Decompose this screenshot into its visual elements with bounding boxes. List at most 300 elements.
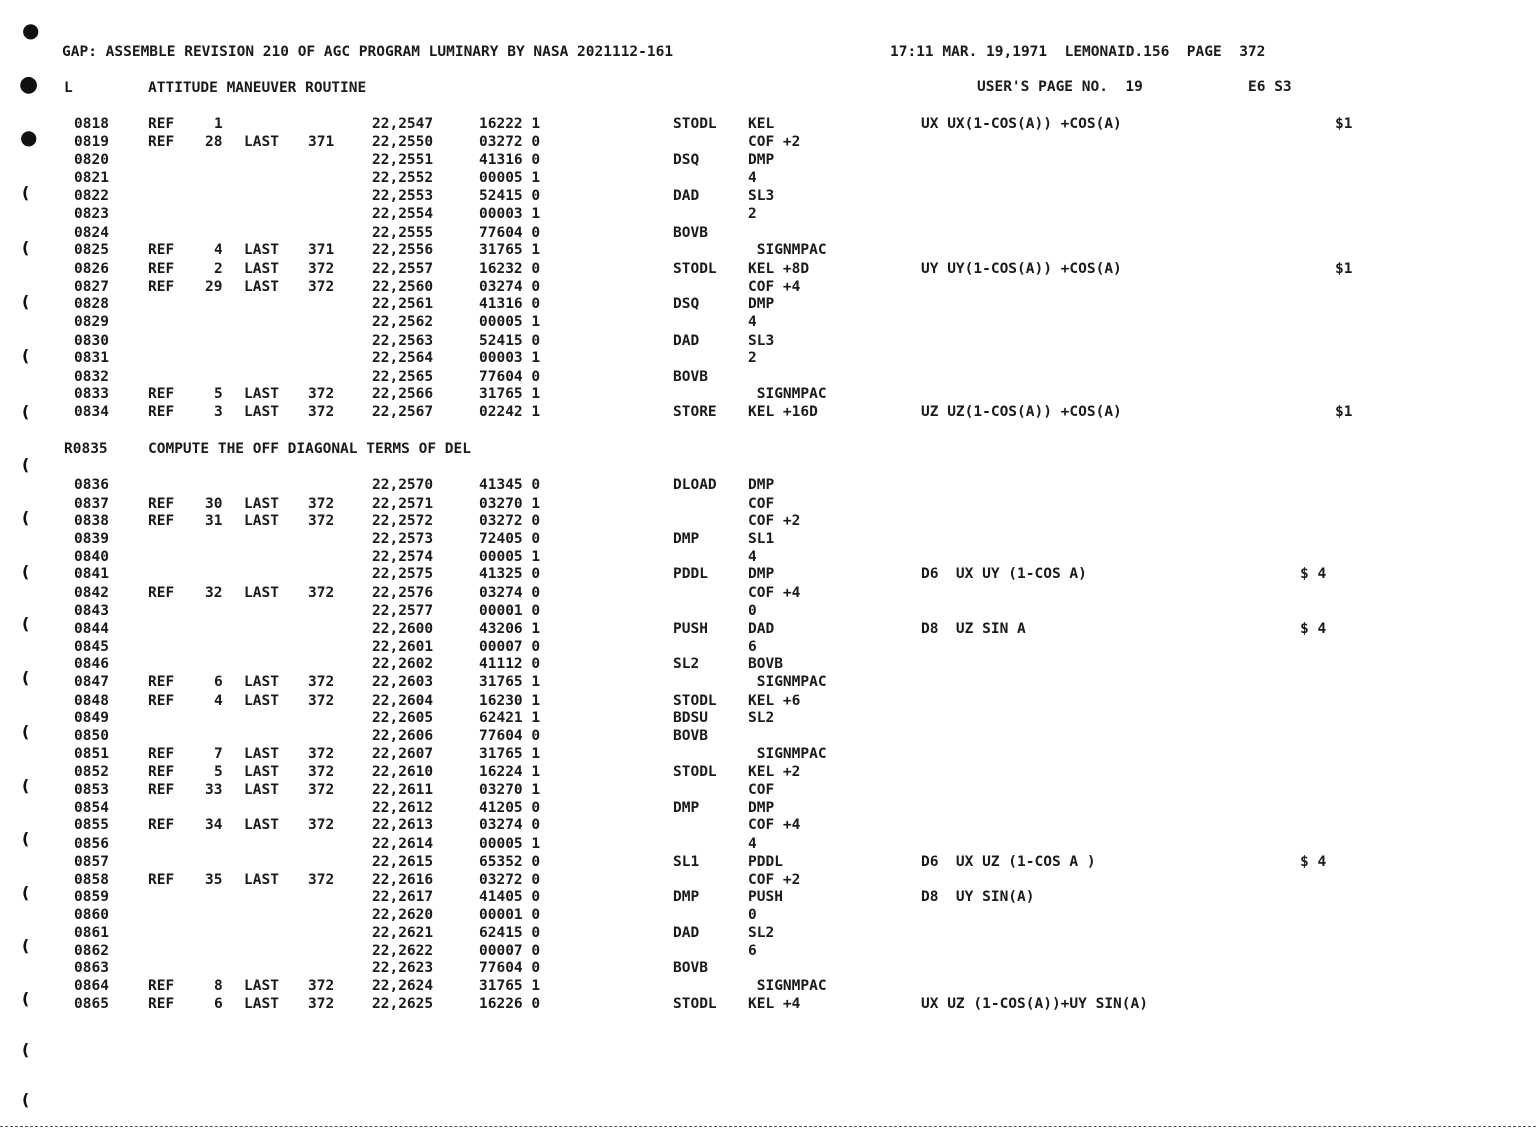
ref-keyword: REF (148, 764, 175, 780)
margin-bracket-mark: ( (22, 183, 30, 202)
address: 22,2554 (372, 206, 434, 222)
octal-word: 03272 0 (479, 513, 541, 529)
line-number: 0832 (74, 369, 109, 385)
last-keyword: LAST (244, 404, 279, 420)
operand: DAD (748, 621, 775, 637)
line-number: 0822 (74, 188, 109, 204)
operand: COF +4 (748, 279, 801, 295)
octal-word: 77604 0 (479, 369, 541, 385)
ref-keyword: REF (148, 978, 175, 994)
last-keyword: LAST (244, 134, 279, 150)
operand: SL3 (748, 188, 775, 204)
line-number: 0844 (74, 621, 109, 637)
line-number: 0859 (74, 889, 109, 905)
operand: 4 (748, 314, 757, 330)
ref-keyword: REF (148, 404, 175, 420)
header-stamp: 17:11 MAR. 19,1971 LEMONAID.156 PAGE 372 (890, 44, 1266, 60)
line-number: 0819 (74, 134, 109, 150)
octal-word: 03272 0 (479, 134, 541, 150)
line-number: 0836 (74, 477, 109, 493)
octal-word: 00007 0 (479, 943, 541, 959)
opcode: SL2 (673, 656, 700, 672)
opcode: DMP (673, 531, 700, 547)
operand: SIGNMPAC (748, 386, 827, 402)
line-number: 0860 (74, 907, 109, 923)
operand: DMP (748, 477, 775, 493)
last-keyword: LAST (244, 764, 279, 780)
last-page: 372 (308, 817, 335, 833)
opcode: DMP (673, 889, 700, 905)
address: 22,2553 (372, 188, 434, 204)
address: 22,2567 (372, 404, 434, 420)
operand: DMP (748, 152, 775, 168)
last-keyword: LAST (244, 693, 279, 709)
line-number: 0850 (74, 728, 109, 744)
operand: 2 (748, 206, 757, 222)
octal-word: 03270 1 (479, 782, 541, 798)
address: 22,2565 (372, 369, 434, 385)
operand: BOVB (748, 656, 783, 672)
address: 22,2612 (372, 800, 434, 816)
octal-word: 16226 0 (479, 996, 541, 1012)
octal-word: 77604 0 (479, 728, 541, 744)
ref-keyword: REF (148, 693, 175, 709)
address: 22,2564 (372, 350, 434, 366)
flag: $ 4 (1300, 566, 1327, 582)
octal-word: 00003 1 (479, 350, 541, 366)
octal-word: 65352 0 (479, 854, 541, 870)
line-number: 0846 (74, 656, 109, 672)
line-number: 0853 (74, 782, 109, 798)
last-keyword: LAST (244, 386, 279, 402)
last-keyword: LAST (244, 817, 279, 833)
operand: KEL +2 (748, 764, 801, 780)
line-number: 0842 (74, 585, 109, 601)
last-keyword: LAST (244, 674, 279, 690)
address: 22,2622 (372, 943, 434, 959)
octal-word: 41112 0 (479, 656, 541, 672)
address: 22,2577 (372, 603, 434, 619)
operand: SL3 (748, 333, 775, 349)
operand: SIGNMPAC (748, 978, 827, 994)
line-number: 0837 (74, 496, 109, 512)
octal-word: 43206 1 (479, 621, 541, 637)
octal-word: 52415 0 (479, 188, 541, 204)
ref-number: 30 (205, 496, 223, 512)
octal-word: 16222 1 (479, 116, 541, 132)
operand: DMP (748, 566, 775, 582)
octal-word: 77604 0 (479, 960, 541, 976)
opcode: STODL (673, 693, 717, 709)
address: 22,2620 (372, 907, 434, 923)
line-number: 0861 (74, 925, 109, 941)
comment: D6 UX UZ (1-COS A ) (921, 854, 1096, 870)
margin-bracket-mark: ( (22, 722, 30, 741)
operand: KEL +4 (748, 996, 801, 1012)
opcode: STODL (673, 996, 717, 1012)
operand: COF +2 (748, 134, 801, 150)
comment: D8 UZ SIN A (921, 621, 1026, 637)
address: 22,2625 (372, 996, 434, 1012)
last-keyword: LAST (244, 746, 279, 762)
address: 22,2571 (372, 496, 434, 512)
octal-word: 03270 1 (479, 496, 541, 512)
octal-word: 41325 0 (479, 566, 541, 582)
address: 22,2566 (372, 386, 434, 402)
ref-number: 1 (214, 116, 223, 132)
address: 22,2552 (372, 170, 434, 186)
octal-word: 00001 0 (479, 603, 541, 619)
ref-keyword: REF (148, 746, 175, 762)
octal-word: 72405 0 (479, 531, 541, 547)
line-number: 0856 (74, 836, 109, 852)
punch-hole-mark: ● (20, 125, 38, 149)
flag: $ 4 (1300, 854, 1327, 870)
octal-word: 00007 0 (479, 639, 541, 655)
comment: UZ UZ(1-COS(A)) +COS(A) (921, 404, 1122, 420)
last-keyword: LAST (244, 496, 279, 512)
header-title: GAP: ASSEMBLE REVISION 210 OF AGC PROGRAM LUMINARY BY NASA 2021112-161 (62, 44, 674, 60)
line-number: 0852 (74, 764, 109, 780)
address: 22,2550 (372, 134, 434, 150)
user-page-number: USER'S PAGE NO. 19 (977, 79, 1143, 95)
address: 22,2603 (372, 674, 434, 690)
address: 22,2557 (372, 261, 434, 277)
last-keyword: LAST (244, 978, 279, 994)
operand: SIGNMPAC (748, 674, 827, 690)
octal-word: 52415 0 (479, 333, 541, 349)
opcode: DAD (673, 925, 700, 941)
address: 22,2562 (372, 314, 434, 330)
comment: UX UZ (1-COS(A))+UY SIN(A) (921, 996, 1148, 1012)
operand: KEL (748, 116, 775, 132)
octal-word: 00003 1 (479, 206, 541, 222)
ref-keyword: REF (148, 674, 175, 690)
operand: COF +4 (748, 585, 801, 601)
address: 22,2605 (372, 710, 434, 726)
operand: KEL +16D (748, 404, 818, 420)
operand: PDDL (748, 854, 783, 870)
operand: 0 (748, 907, 757, 923)
line-number: 0854 (74, 800, 109, 816)
comment: D8 UY SIN(A) (921, 889, 1035, 905)
address: 22,2574 (372, 549, 434, 565)
address: 22,2576 (372, 585, 434, 601)
address: 22,2600 (372, 621, 434, 637)
line-number: 0858 (74, 872, 109, 888)
octal-word: 00001 0 (479, 907, 541, 923)
address: 22,2601 (372, 639, 434, 655)
operand: 6 (748, 943, 757, 959)
last-keyword: LAST (244, 585, 279, 601)
margin-bracket-mark: ( (22, 668, 30, 687)
octal-word: 41316 0 (479, 152, 541, 168)
line-number: 0828 (74, 296, 109, 312)
operand: 4 (748, 170, 757, 186)
last-page: 372 (308, 782, 335, 798)
last-keyword: LAST (244, 996, 279, 1012)
margin-bracket-mark: ( (22, 883, 30, 902)
ref-keyword: REF (148, 996, 175, 1012)
line-number: 0847 (74, 674, 109, 690)
opcode: DSQ (673, 296, 700, 312)
ref-number: 29 (205, 279, 223, 295)
opcode: DLOAD (673, 477, 717, 493)
comment: UY UY(1-COS(A)) +COS(A) (921, 261, 1122, 277)
operand: COF +4 (748, 817, 801, 833)
operand: COF (748, 496, 775, 512)
operand: PUSH (748, 889, 783, 905)
opcode: PDDL (673, 566, 708, 582)
punch-hole-mark: ● (22, 18, 40, 42)
line-number: 0826 (74, 261, 109, 277)
octal-word: 00005 1 (479, 170, 541, 186)
opcode: STODL (673, 764, 717, 780)
flag: $ 4 (1300, 621, 1327, 637)
line-number: 0827 (74, 279, 109, 295)
remark-text: COMPUTE THE OFF DIAGONAL TERMS OF DEL (148, 441, 472, 457)
opcode: BOVB (673, 960, 708, 976)
opcode: DMP (673, 800, 700, 816)
line-number: 0848 (74, 693, 109, 709)
last-page: 372 (308, 261, 335, 277)
ref-number: 32 (205, 585, 223, 601)
last-keyword: LAST (244, 261, 279, 277)
last-page: 372 (308, 404, 335, 420)
ref-number: 35 (205, 872, 223, 888)
last-page: 372 (308, 496, 335, 512)
operand: SL2 (748, 710, 775, 726)
octal-word: 16230 1 (479, 693, 541, 709)
operand: DMP (748, 296, 775, 312)
address: 22,2623 (372, 960, 434, 976)
line-number: 0818 (74, 116, 109, 132)
margin-bracket-mark: ( (22, 776, 30, 795)
address: 22,2611 (372, 782, 434, 798)
octal-word: 62421 1 (479, 710, 541, 726)
last-page: 372 (308, 746, 335, 762)
margin-bracket-mark: ( (22, 989, 30, 1008)
comment: UX UX(1-COS(A)) +COS(A) (921, 116, 1122, 132)
last-page: 371 (308, 134, 335, 150)
margin-bracket-mark: ( (22, 292, 30, 311)
ref-keyword: REF (148, 872, 175, 888)
operand: SL1 (748, 531, 775, 547)
last-keyword: LAST (244, 872, 279, 888)
opcode: DAD (673, 188, 700, 204)
section-title: ATTITUDE MANEUVER ROUTINE (148, 80, 367, 96)
line-number: 0830 (74, 333, 109, 349)
address: 22,2615 (372, 854, 434, 870)
address: 22,2602 (372, 656, 434, 672)
last-page: 372 (308, 674, 335, 690)
line-number: 0829 (74, 314, 109, 330)
address: 22,2607 (372, 746, 434, 762)
line-number: 0862 (74, 943, 109, 959)
operand: COF +2 (748, 513, 801, 529)
ref-keyword: REF (148, 261, 175, 277)
ref-number: 2 (214, 261, 223, 277)
address: 22,2572 (372, 513, 434, 529)
address: 22,2561 (372, 296, 434, 312)
line-number: 0821 (74, 170, 109, 186)
ref-keyword: REF (148, 817, 175, 833)
octal-word: 77604 0 (479, 225, 541, 241)
ref-number: 3 (214, 404, 223, 420)
last-keyword: LAST (244, 782, 279, 798)
address: 22,2616 (372, 872, 434, 888)
ref-keyword: REF (148, 242, 175, 258)
last-page: 372 (308, 513, 335, 529)
octal-word: 03274 0 (479, 279, 541, 295)
last-page: 372 (308, 585, 335, 601)
line-number: 0841 (74, 566, 109, 582)
operand: 2 (748, 350, 757, 366)
line-number: 0839 (74, 531, 109, 547)
last-keyword: LAST (244, 279, 279, 295)
octal-word: 31765 1 (479, 746, 541, 762)
octal-word: 00005 1 (479, 549, 541, 565)
line-number: 0855 (74, 817, 109, 833)
operand: 0 (748, 603, 757, 619)
octal-word: 00005 1 (479, 836, 541, 852)
ref-keyword: REF (148, 496, 175, 512)
address: 22,2624 (372, 978, 434, 994)
opcode: BOVB (673, 728, 708, 744)
line-number: 0849 (74, 710, 109, 726)
last-page: 372 (308, 764, 335, 780)
page-code: E6 S3 (1248, 79, 1292, 95)
address: 22,2570 (372, 477, 434, 493)
octal-word: 00005 1 (479, 314, 541, 330)
ref-number: 5 (214, 764, 223, 780)
flag: $1 (1335, 404, 1353, 420)
margin-bracket-mark: ( (22, 508, 30, 527)
opcode: STODL (673, 261, 717, 277)
operand: DMP (748, 800, 775, 816)
operand: SL2 (748, 925, 775, 941)
address: 22,2617 (372, 889, 434, 905)
comment: D6 UX UY (1-COS A) (921, 566, 1087, 582)
ref-keyword: REF (148, 134, 175, 150)
ref-number: 7 (214, 746, 223, 762)
address: 22,2613 (372, 817, 434, 833)
operand: 6 (748, 639, 757, 655)
line-number: 0834 (74, 404, 109, 420)
ref-number: 31 (205, 513, 223, 529)
ref-keyword: REF (148, 116, 175, 132)
line-number: 0820 (74, 152, 109, 168)
address: 22,2606 (372, 728, 434, 744)
line-number: 0863 (74, 960, 109, 976)
section-tag: L (64, 80, 73, 96)
ref-keyword: REF (148, 585, 175, 601)
address: 22,2560 (372, 279, 434, 295)
line-number: 0823 (74, 206, 109, 222)
margin-bracket-mark: ( (22, 346, 30, 365)
octal-word: 16232 0 (479, 261, 541, 277)
operand: KEL +8D (748, 261, 810, 277)
octal-word: 03274 0 (479, 817, 541, 833)
line-number: 0845 (74, 639, 109, 655)
line-number: 0851 (74, 746, 109, 762)
opcode: DAD (673, 333, 700, 349)
last-page: 372 (308, 386, 335, 402)
octal-word: 31765 1 (479, 978, 541, 994)
margin-bracket-mark: ( (22, 1090, 30, 1109)
octal-word: 16224 1 (479, 764, 541, 780)
last-page: 372 (308, 279, 335, 295)
address: 22,2614 (372, 836, 434, 852)
opcode: SL1 (673, 854, 700, 870)
octal-word: 41205 0 (479, 800, 541, 816)
line-number: 0831 (74, 350, 109, 366)
octal-word: 41316 0 (479, 296, 541, 312)
opcode: BDSU (673, 710, 708, 726)
octal-word: 62415 0 (479, 925, 541, 941)
address: 22,2547 (372, 116, 434, 132)
operand: COF +2 (748, 872, 801, 888)
ref-keyword: REF (148, 386, 175, 402)
opcode: BOVB (673, 369, 708, 385)
ref-keyword: REF (148, 513, 175, 529)
octal-word: 41405 0 (479, 889, 541, 905)
line-number: 0824 (74, 225, 109, 241)
operand: SIGNMPAC (748, 746, 827, 762)
margin-bracket-mark: ( (22, 402, 30, 421)
octal-word: 31765 1 (479, 242, 541, 258)
flag: $1 (1335, 116, 1353, 132)
margin-bracket-mark: ( (22, 829, 30, 848)
address: 22,2604 (372, 693, 434, 709)
margin-bracket-mark: ( (22, 455, 30, 474)
last-page: 372 (308, 996, 335, 1012)
address: 22,2573 (372, 531, 434, 547)
operand: COF (748, 782, 775, 798)
address: 22,2575 (372, 566, 434, 582)
line-number: 0838 (74, 513, 109, 529)
line-number: 0840 (74, 549, 109, 565)
ref-number: 5 (214, 386, 223, 402)
ref-keyword: REF (148, 782, 175, 798)
page-bottom-edge (0, 1126, 1536, 1127)
operand: 4 (748, 549, 757, 565)
address: 22,2563 (372, 333, 434, 349)
address: 22,2610 (372, 764, 434, 780)
address: 22,2555 (372, 225, 434, 241)
address: 22,2556 (372, 242, 434, 258)
octal-word: 03274 0 (479, 585, 541, 601)
margin-bracket-mark: ( (22, 562, 30, 581)
line-number: 0833 (74, 386, 109, 402)
margin-bracket-mark: ( (22, 238, 30, 257)
line-number: 0843 (74, 603, 109, 619)
opcode: DSQ (673, 152, 700, 168)
ref-number: 34 (205, 817, 223, 833)
last-keyword: LAST (244, 242, 279, 258)
octal-word: 31765 1 (479, 386, 541, 402)
last-page: 372 (308, 872, 335, 888)
octal-word: 41345 0 (479, 477, 541, 493)
punch-hole-mark: ● (19, 72, 39, 97)
address: 22,2621 (372, 925, 434, 941)
octal-word: 03272 0 (479, 872, 541, 888)
opcode: STODL (673, 116, 717, 132)
opcode: PUSH (673, 621, 708, 637)
ref-number: 8 (214, 978, 223, 994)
operand: KEL +6 (748, 693, 801, 709)
ref-number: 6 (214, 674, 223, 690)
